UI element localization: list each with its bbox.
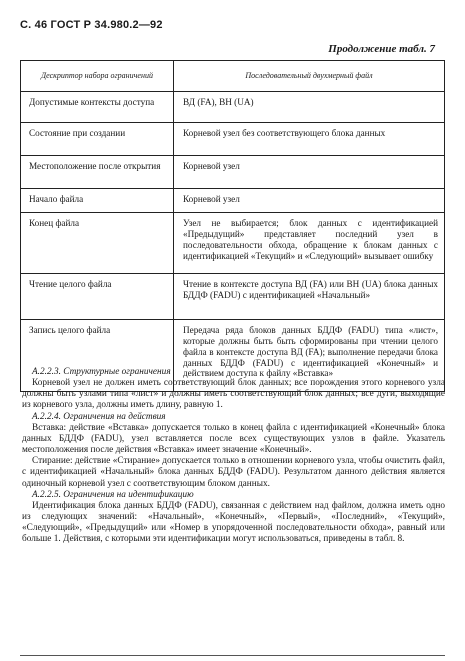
paragraph: Корневой узел не должен иметь соответствующий блок данных; все порождения этого корневого узла должны быть узлами типа «лист» и должны иметь соответствующий блок данных; все дуги, выходящие из корневого узла, должны иметь длину, равную 1.	[22, 378, 445, 411]
row-label: Местоположение после открытия	[21, 156, 174, 189]
row-value: Чтение в контексте доступа ВД (FA) или ВН (UA) блока данных БДДФ (FADU) с идентификацией «Начальный»	[174, 274, 445, 320]
page-header: С. 46 ГОСТ Р 34.980.2—92	[20, 19, 163, 31]
table-row	[21, 213, 445, 274]
paragraph: Стирание: действие «Стирание» допускается только в отношении корневого узла, чтобы очистить файл, с идентификацией «Начальный» блока данных БДДФ (FADU). Результатом данного действия является одиночный корневой узел с соответствующим блоком данных.	[22, 456, 445, 489]
table-row	[21, 123, 445, 156]
paragraph: Идентификация блока данных БДДФ (FADU), связанная с действием над файлом, должна иметь одно из следующих значений: «Начальный», «Конечный», «Первый», «Последний», «Текущий», «Следующий», «Предыдущий» или «Номер в упорядоченной последовательности обхода», равный или больше 1. Действия, с которыми эти идентификации могут использоваться, приведены в табл. 8.	[22, 500, 445, 545]
section-heading: А.2.2.3. Структурные ограничения	[32, 367, 171, 377]
row-value: ВД (FA), ВН (UA)	[174, 92, 445, 123]
footer-rule	[20, 655, 445, 656]
row-label: Допустимые контексты доступа	[21, 92, 174, 123]
row-value: Передача ряда блоков данных БДДФ (FADU) типа «лист», которые должны быть быть сформированы при чтении целого файла в контексте доступа ВД (FA); выполнение передачи блока данных БДДФ (FADU) с идентификацией «Конечный» и действием доступа к файлу «Вставка»	[174, 320, 445, 392]
constraints-table	[20, 60, 445, 392]
row-value: Корневой узел	[174, 189, 445, 213]
section-heading: А.2.2.5. Ограничения на идентификацию	[32, 489, 194, 500]
table-header-row	[21, 61, 445, 92]
row-label: Запись целого файла	[21, 320, 174, 392]
table-row	[21, 274, 445, 320]
section-heading: А.2.2.4. Ограничения на действия	[32, 411, 166, 422]
column-header-descriptor: Дескриптор набора ограничений	[21, 61, 174, 92]
paragraph: Вставка: действие «Вставка» допускается только в конец файла с идентификацией «Конечный» блока данных БДДФ (FADU), узел вставляется после всех существующих узлов в файле. Указатель местоположения после действия «Вставка» имеет значение «Конечный».	[22, 422, 445, 456]
row-label: Конец файла	[21, 213, 174, 274]
table-continuation-label: Продолжение табл. 7	[328, 43, 435, 55]
body-text	[22, 367, 445, 546]
table-row	[21, 189, 445, 213]
row-value: Узел не выбирается; блок данных с идентификацией «Предыдущий» представляет последний узел в последовательности обхода, обращение к блокам данных с идентификацией «Текущий» и «Следующий» вызывает ошибку	[174, 213, 445, 274]
table-row	[21, 92, 445, 123]
row-value: Корневой узел без соответствующего блока данных	[174, 123, 445, 156]
row-label: Чтение целого файла	[21, 274, 174, 320]
row-value: Корневой узел	[174, 156, 445, 189]
column-header-file-type: Последовательный двухмерный файл	[174, 61, 445, 92]
row-label: Состояние при создании	[21, 123, 174, 156]
table-row	[21, 156, 445, 189]
row-label: Начало файла	[21, 189, 174, 213]
